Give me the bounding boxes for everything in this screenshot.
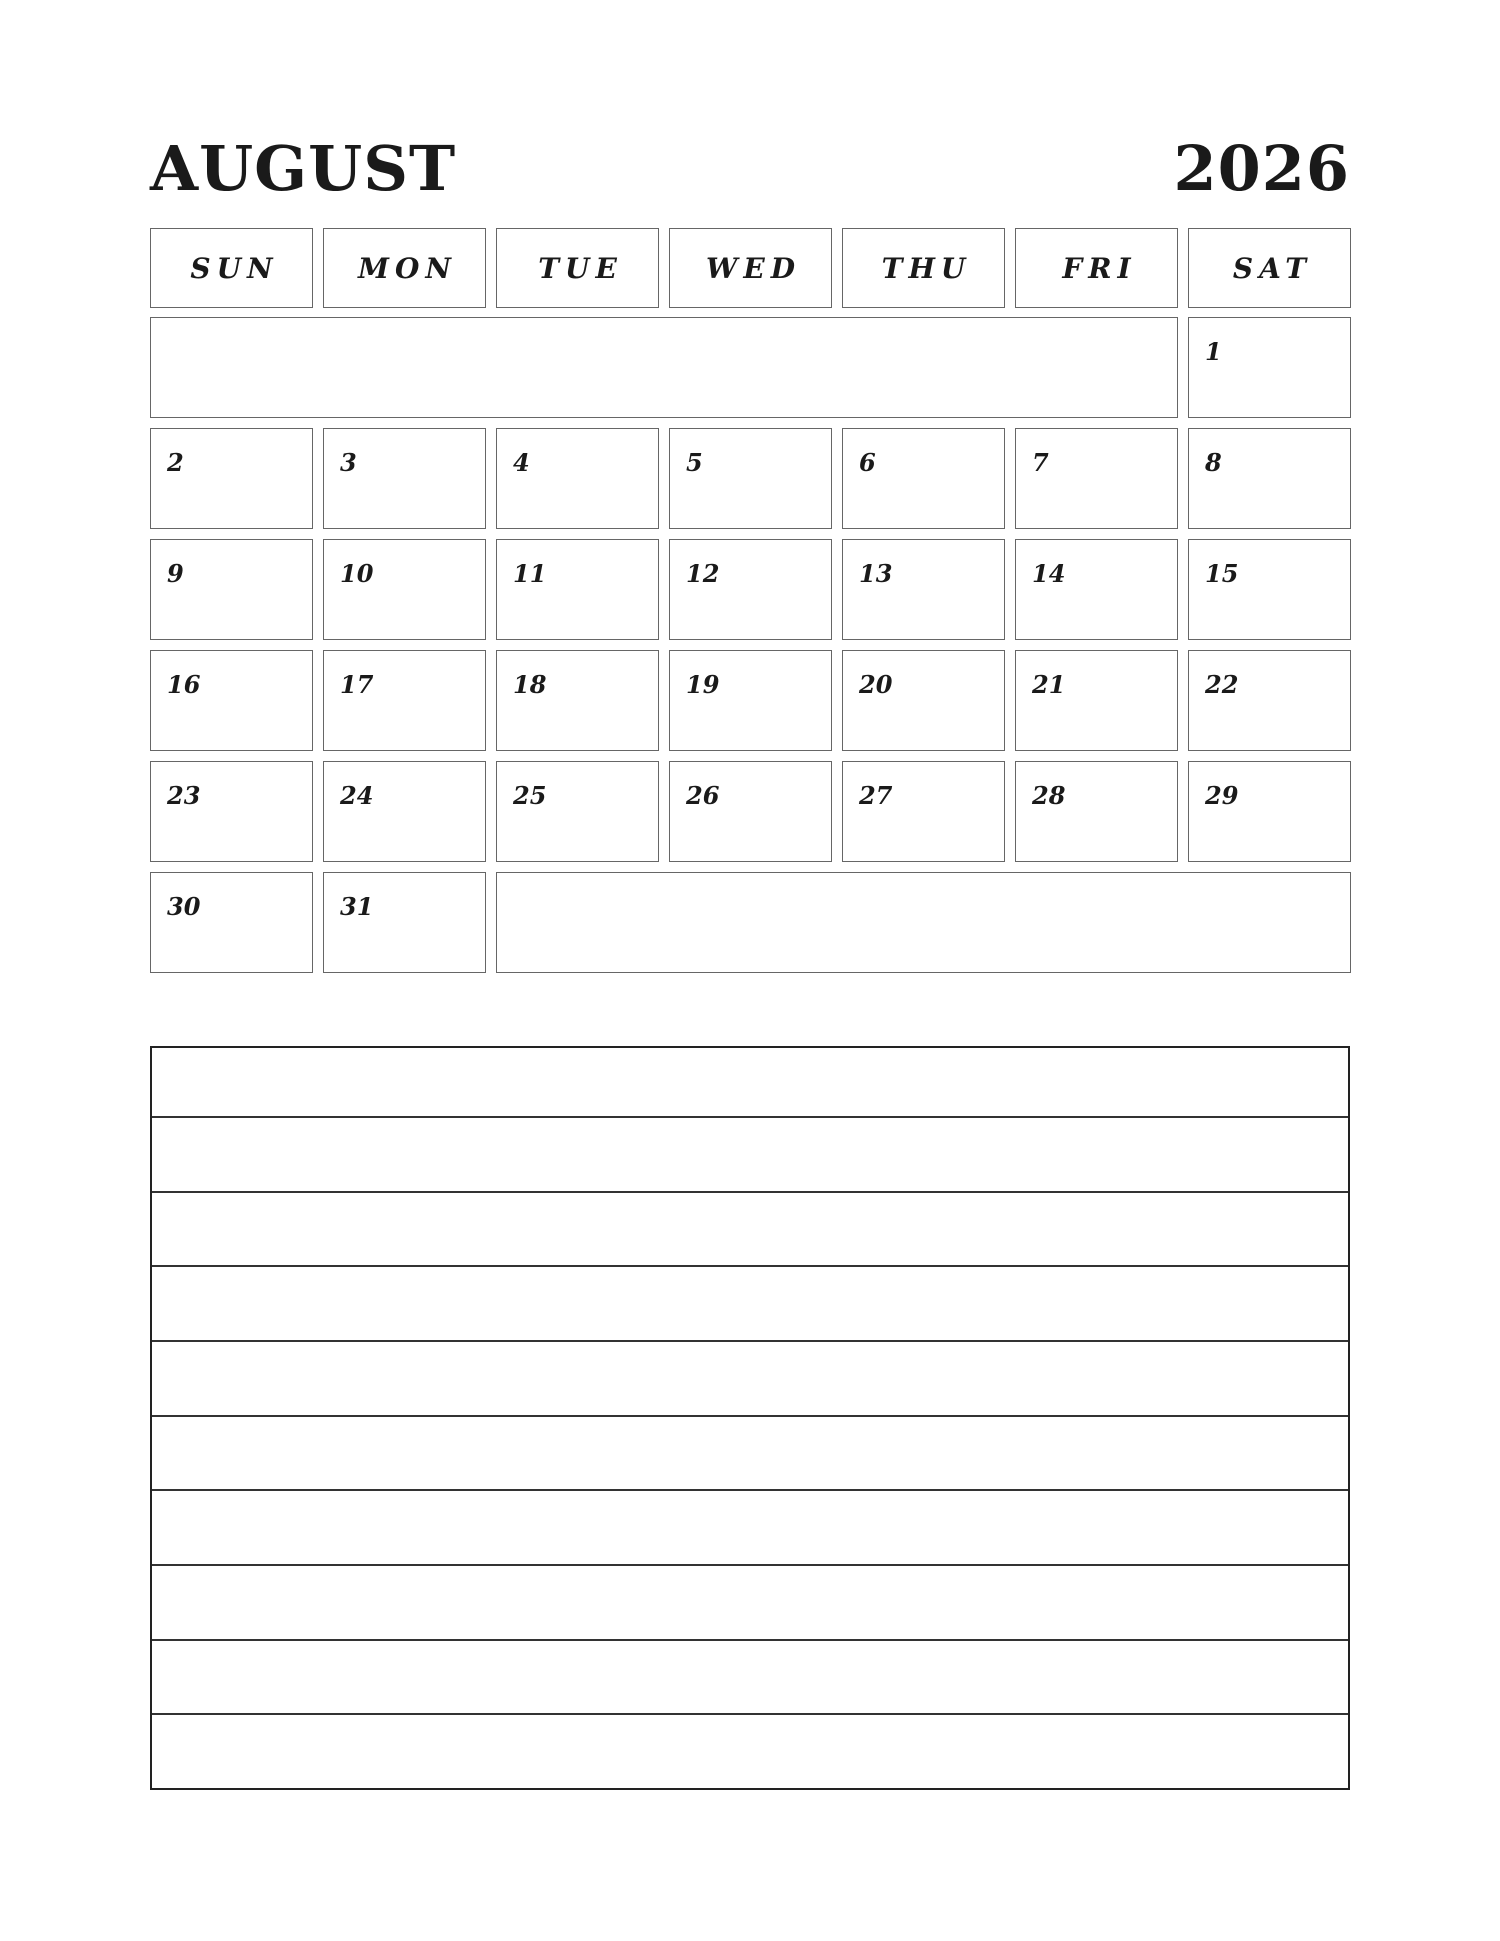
month-title: AUGUST: [150, 132, 457, 205]
day-cell[interactable]: [669, 650, 832, 751]
day-number: 24: [340, 781, 374, 810]
day-number: 14: [1032, 559, 1066, 588]
day-cell[interactable]: [842, 650, 1005, 751]
day-cell[interactable]: [669, 539, 832, 640]
day-number: 12: [686, 559, 720, 588]
day-number: 26: [686, 781, 720, 810]
day-cell[interactable]: [669, 761, 832, 862]
weekday-header-wed: WED: [669, 228, 832, 308]
day-number: 30: [167, 892, 201, 921]
day-cell[interactable]: [1188, 761, 1351, 862]
day-number: 18: [513, 670, 547, 699]
weekday-header-mon: MON: [323, 228, 486, 308]
day-cell[interactable]: [496, 761, 659, 862]
day-cell[interactable]: [669, 428, 832, 529]
day-number: 6: [859, 448, 876, 477]
day-cell[interactable]: [323, 428, 486, 529]
note-line: [152, 1564, 1348, 1566]
day-cell[interactable]: [496, 539, 659, 640]
day-cell[interactable]: [323, 872, 486, 973]
weekday-header-sun: SUN: [150, 228, 313, 308]
note-line: [152, 1713, 1348, 1715]
weekday-header-thu: THU: [842, 228, 1005, 308]
day-number: 13: [859, 559, 893, 588]
day-number: 1: [1205, 337, 1222, 366]
day-cell[interactable]: [323, 761, 486, 862]
day-cell[interactable]: [323, 539, 486, 640]
day-cell[interactable]: [150, 872, 313, 973]
day-cell[interactable]: [496, 428, 659, 529]
day-number: 28: [1032, 781, 1066, 810]
day-number: 7: [1032, 448, 1049, 477]
day-number: 31: [340, 892, 374, 921]
day-number: 17: [340, 670, 374, 699]
day-cell[interactable]: [1015, 428, 1178, 529]
day-number: 11: [513, 559, 547, 588]
day-number: 20: [859, 670, 893, 699]
note-line: [152, 1191, 1348, 1193]
weekday-header-sat: SAT: [1188, 228, 1351, 308]
day-cell[interactable]: [842, 761, 1005, 862]
day-number: 4: [513, 448, 530, 477]
day-cell[interactable]: [1015, 650, 1178, 751]
notes-area[interactable]: [150, 1046, 1350, 1790]
year-title: 2026: [1173, 132, 1350, 205]
day-number: 3: [340, 448, 357, 477]
day-number: 29: [1205, 781, 1239, 810]
blank-cell: [496, 872, 1351, 973]
day-cell[interactable]: [323, 650, 486, 751]
note-line: [152, 1415, 1348, 1417]
note-line: [152, 1489, 1348, 1491]
day-number: 8: [1205, 448, 1222, 477]
day-cell[interactable]: [1015, 761, 1178, 862]
day-number: 9: [167, 559, 184, 588]
day-cell[interactable]: [842, 428, 1005, 529]
day-number: 10: [340, 559, 374, 588]
day-cell[interactable]: [842, 539, 1005, 640]
day-number: 15: [1205, 559, 1239, 588]
weekday-header-tue: TUE: [496, 228, 659, 308]
note-line: [152, 1265, 1348, 1267]
day-cell[interactable]: [150, 650, 313, 751]
day-cell[interactable]: [1015, 539, 1178, 640]
day-cell[interactable]: [150, 761, 313, 862]
day-cell[interactable]: [496, 650, 659, 751]
note-line: [152, 1639, 1348, 1641]
day-cell[interactable]: [1188, 317, 1351, 418]
day-number: 25: [513, 781, 547, 810]
note-line: [152, 1116, 1348, 1118]
day-number: 5: [686, 448, 703, 477]
day-cell[interactable]: [1188, 428, 1351, 529]
note-line: [152, 1340, 1348, 1342]
day-cell[interactable]: [150, 428, 313, 529]
blank-cell: [150, 317, 1178, 418]
day-number: 19: [686, 670, 720, 699]
day-number: 21: [1032, 670, 1066, 699]
day-number: 22: [1205, 670, 1239, 699]
weekday-header-fri: FRI: [1015, 228, 1178, 308]
day-number: 2: [167, 448, 184, 477]
day-cell[interactable]: [1188, 539, 1351, 640]
day-cell[interactable]: [1188, 650, 1351, 751]
day-cell[interactable]: [150, 539, 313, 640]
day-number: 27: [859, 781, 893, 810]
day-number: 16: [167, 670, 201, 699]
day-number: 23: [167, 781, 201, 810]
